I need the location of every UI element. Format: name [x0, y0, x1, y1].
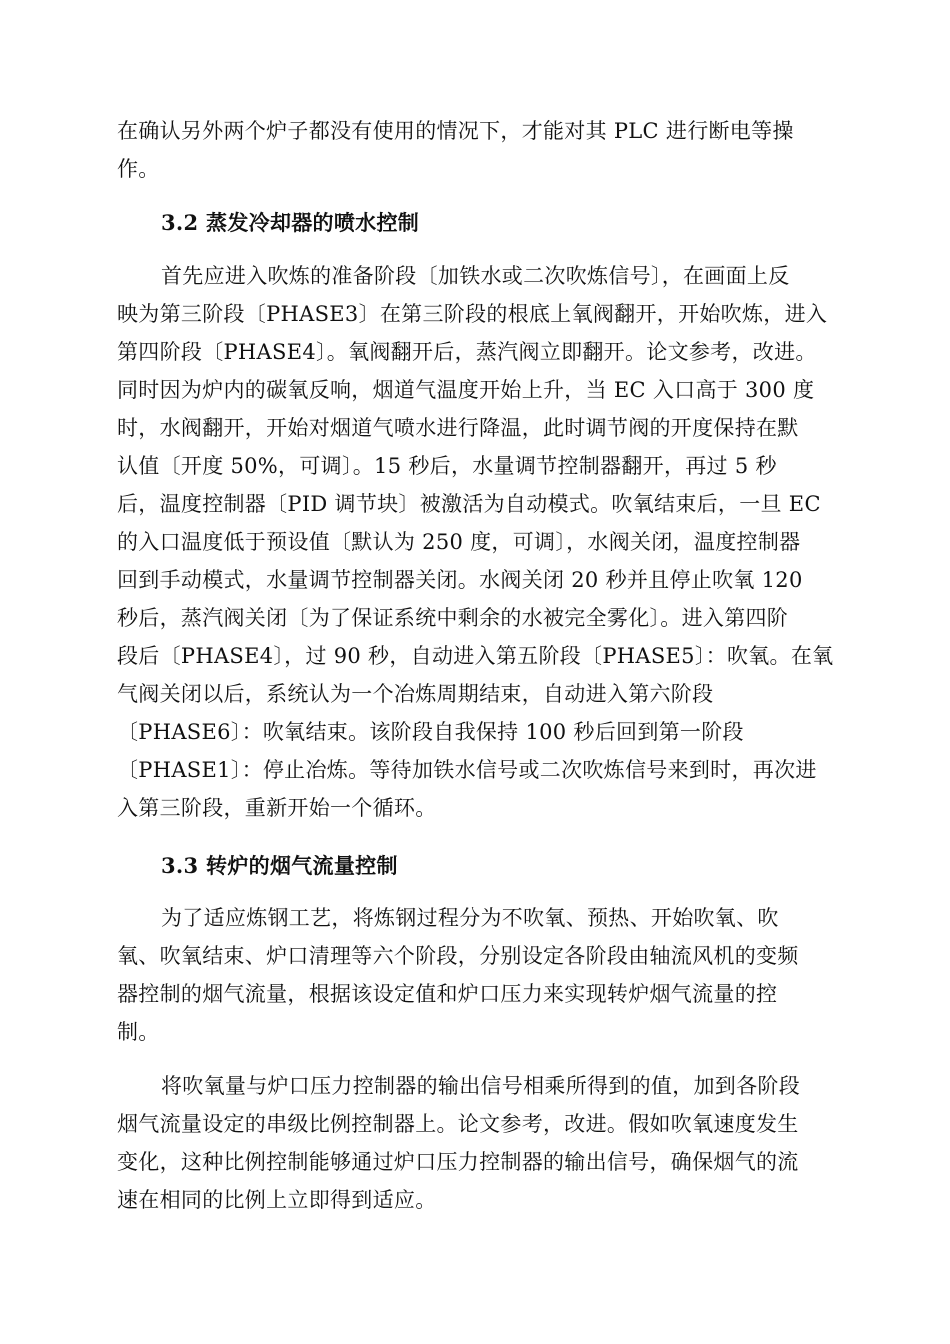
text-line: 为了适应炼钢工艺，将炼钢过程分为不吹氧、预热、开始吹氧、吹 — [161, 906, 779, 930]
text-line: 器控制的烟气流量，根据该设定值和炉口压力来实现转炉烟气流量的控 — [117, 982, 778, 1006]
paragraph-flue-gas-phases — [117, 899, 833, 1051]
text-line: 映为第三阶段〔PHASE3〕在第三阶段的根底上氧阀翻开，开始吹炼，进入 — [117, 302, 828, 326]
paragraph-ratio-control — [117, 1067, 833, 1219]
paragraph-spray-control — [117, 257, 833, 827]
text-line: 烟气流量设定的串级比例控制器上。论文参考，改进。假如吹氧速度发生 — [117, 1112, 799, 1136]
text-line: 段后〔PHASE4〕，过 90 秒，自动进入第五阶段〔PHASE5〕：吹氧。在氧 — [117, 644, 834, 668]
paragraph-plc-power-off — [117, 112, 833, 188]
text-line: 同时因为炉内的碳氧反响，烟道气温度开始上升，当 EC 入口高于 300 度 — [117, 378, 815, 402]
text-line: 作。 — [117, 157, 160, 181]
text-line: 将吹氧量与炉口压力控制器的输出信号相乘所得到的值，加到各阶段 — [161, 1074, 800, 1098]
text-line: 秒后，蒸汽阀关闭〔为了保证系统中剩余的水被完全雾化〕。进入第四阶 — [117, 606, 789, 630]
text-line: 的入口温度低于预设值〔默认为 250 度，可调〕，水阀关闭，温度控制器 — [117, 530, 801, 554]
text-line: 首先应进入吹炼的准备阶段〔加铁水或二次吹炼信号〕，在画面上反 — [161, 264, 790, 288]
section-heading-3-2: 3.2 蒸发冷却器的喷水控制 — [161, 210, 420, 235]
text-line: 〔PHASE1〕：停止冶炼。等待加铁水信号或二次吹炼信号来到时，再次进 — [117, 758, 817, 782]
text-line: 在确认另外两个炉子都没有使用的情况下，才能对其 PLC 进行断电等操 — [117, 119, 794, 143]
text-line: 制。 — [117, 1020, 160, 1044]
text-line: 速在相同的比例上立即得到适应。 — [117, 1188, 437, 1212]
text-line: 氧、吹氧结束、炉口清理等六个阶段，分别设定各阶段由轴流风机的变频 — [117, 944, 799, 968]
text-line: 变化，这种比例控制能够通过炉口压力控制器的输出信号，确保烟气的流 — [117, 1150, 799, 1174]
text-line: 入第三阶段，重新开始一个循环。 — [117, 796, 437, 820]
text-line: 回到手动模式，水量调节控制器关闭。水阀关闭 20 秒并且停止吹氧 120 — [117, 568, 803, 592]
text-line: 认值〔开度 50%，可调〕。15 秒后，水量调节控制器翻开，再过 5 秒 — [117, 454, 777, 478]
text-line: 第四阶段〔PHASE4〕。氧阀翻开后，蒸汽阀立即翻开。论文参考，改进。 — [117, 340, 817, 364]
text-line: 〔PHASE6〕：吹氧结束。该阶段自我保持 100 秒后回到第一阶段 — [117, 720, 744, 744]
text-line: 时，水阀翻开，开始对烟道气喷水进行降温，此时调节阀的开度保持在默 — [117, 416, 799, 440]
section-heading-3-3: 3.3 转炉的烟气流量控制 — [161, 853, 398, 878]
text-line: 气阀关闭以后，系统认为一个冶炼周期结束，自动进入第六阶段 — [117, 682, 714, 706]
text-line: 后，温度控制器〔PID 调节块〕被激活为自动模式。吹氧结束后，一旦 EC — [117, 492, 821, 516]
